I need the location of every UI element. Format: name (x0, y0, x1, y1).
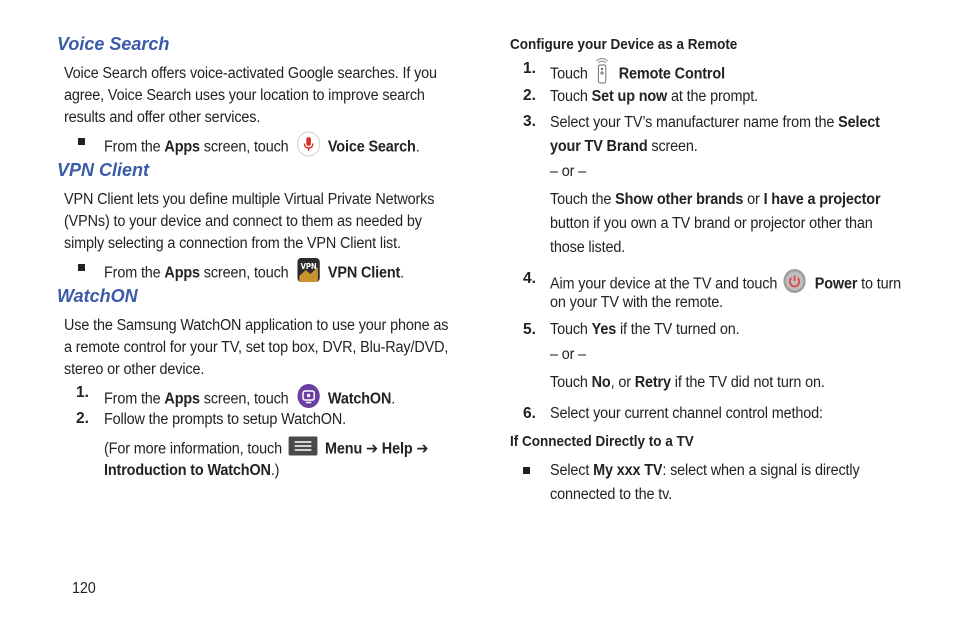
connected-bullet-line-2: connected to the tv. (550, 486, 672, 503)
step-number: 3. (523, 113, 536, 130)
text: From the (104, 390, 165, 408)
or-separator: – or – (550, 346, 587, 363)
alt-line-2: button if you own a TV brand or projector other than (550, 215, 873, 232)
page-number: 120 (72, 580, 96, 597)
remote-control-label: Remote Control (618, 65, 725, 83)
vpn-bullet (104, 257, 404, 290)
remote-step-4-line-2: on your TV with the remote. (550, 294, 724, 311)
step-number: 2. (523, 87, 536, 104)
voice-search-heading: Voice Search (57, 34, 170, 54)
remote-step-5 (550, 319, 740, 341)
select-label: Select (838, 114, 880, 131)
text: Touch (550, 374, 592, 391)
step-number: 5. (523, 321, 536, 338)
text: at the prompt. (667, 88, 759, 105)
voice-search-label: Voice Search (327, 138, 416, 156)
vpn-client-heading: VPN Client (57, 160, 150, 180)
text: Touch (550, 321, 592, 338)
text: Select your TV’s manufacturer name from the (550, 114, 839, 131)
text: From the (104, 138, 165, 156)
vpn-icon-text: VPN (300, 261, 317, 272)
bullet-marker (78, 264, 85, 271)
my-tv-label: My xxx TV (593, 462, 663, 479)
text: , or (610, 374, 635, 391)
text: . (391, 390, 396, 408)
arrow: ➔ (412, 440, 429, 458)
retry-label: Retry (634, 374, 671, 391)
text: screen, touch (199, 390, 293, 408)
configure-heading: Configure your Device as a Remote (510, 36, 738, 53)
intro-label: Introduction to WatchON (104, 462, 271, 479)
text: if the TV did not turn on. (670, 374, 825, 391)
vpn-para-line: (VPNs) to your device and connect to them as needed by (64, 213, 422, 230)
watchon-para-line: a remote control for your TV, set top box, DVR, Blu-Ray/DVD, (64, 339, 449, 356)
power-icon (783, 268, 807, 301)
watchon-label: WatchON (327, 390, 392, 408)
help-label: Help (381, 440, 413, 458)
voice-search-para-line: results and offer other services. (64, 109, 261, 126)
text: From the (104, 264, 165, 282)
yes-label: Yes (591, 321, 617, 338)
voice-search-bullet (104, 131, 420, 164)
bullet-marker (78, 138, 85, 145)
text: (For more information, touch (104, 440, 286, 458)
text: screen. (647, 138, 698, 155)
text: . (400, 264, 405, 282)
vpn-icon (296, 257, 320, 290)
connected-bullet (550, 460, 860, 482)
vpn-para-line: VPN Client lets you define multiple Virtual Private Networks (64, 191, 435, 208)
bullet-marker (523, 467, 530, 474)
text: screen, touch (199, 264, 293, 282)
text: .) (270, 462, 280, 479)
no-label: No (591, 374, 611, 391)
step-number: 1. (76, 384, 89, 401)
alt-line-3: those listed. (550, 239, 626, 256)
step-number: 4. (523, 270, 536, 287)
watchon-para-line: stereo or other device. (64, 361, 205, 378)
text: if the TV turned on. (616, 321, 740, 338)
vpn-para-line: simply selecting a connection from the VPN Client list. (64, 235, 401, 252)
text: Aim your device at the TV and touch (550, 275, 782, 293)
text: : select when a signal is directly (662, 462, 860, 479)
text: . (415, 138, 420, 156)
connected-heading: If Connected Directly to a TV (510, 433, 694, 450)
voice-search-para-line: agree, Voice Search uses your location to improve search (64, 87, 425, 104)
watchon-info-line (104, 436, 428, 463)
show-other-brands-label: Show other brands (615, 191, 744, 208)
text: Touch the (550, 191, 616, 208)
watchon-heading: WatchON (57, 286, 138, 306)
watchon-info-line-2 (104, 460, 279, 482)
voice-search-para-line: Voice Search offers voice-activated Google searches. If you (64, 65, 437, 82)
text: screen, touch (199, 138, 293, 156)
text: Touch (550, 88, 592, 105)
projector-label: I have a projector (763, 191, 881, 208)
apps-label: Apps (164, 390, 200, 408)
step-number: 6. (523, 405, 536, 422)
watchon-step-2: Follow the prompts to setup WatchON. (104, 411, 347, 428)
text: or (743, 191, 764, 208)
remote-step-3-line-2 (550, 136, 698, 158)
watchon-para-line: Use the Samsung WatchON application to use your phone as (64, 317, 449, 334)
apps-label: Apps (164, 138, 200, 156)
apps-label: Apps (164, 264, 200, 282)
microphone-icon (296, 131, 320, 164)
step-number: 2. (76, 410, 89, 427)
step-number: 1. (523, 60, 536, 77)
text: Select (550, 462, 594, 479)
vpn-client-label: VPN Client (327, 264, 401, 282)
remote-step-6: Select your current channel control method: (550, 405, 823, 422)
arrow: ➔ (362, 440, 382, 458)
alt-line-1 (550, 189, 880, 211)
remote-step-2 (550, 86, 758, 108)
set-up-now-label: Set up now (591, 88, 668, 105)
remote-step-3 (550, 112, 880, 134)
alt2-line (550, 372, 825, 394)
menu-icon (288, 436, 318, 463)
menu-label: Menu (325, 440, 363, 458)
tv-brand-label: your TV Brand (550, 138, 648, 155)
text: to turn (857, 275, 902, 293)
power-label: Power (814, 275, 858, 293)
text: Touch (550, 65, 592, 83)
or-separator: – or – (550, 163, 587, 180)
